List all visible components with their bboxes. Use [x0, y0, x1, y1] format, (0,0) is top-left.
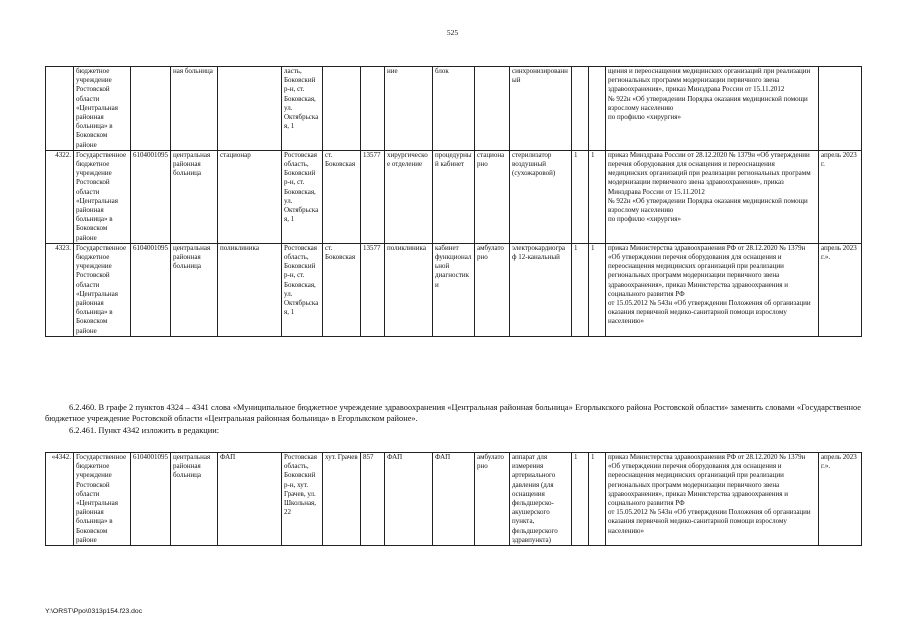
- table-row: [46, 243, 862, 336]
- cell-institution: бюджетное учреждение Ростовской области «Центральная районная больница» в Боковском районе: [74, 67, 131, 151]
- cell-department: хирургическое отделение: [385, 150, 433, 243]
- register-table-top: [45, 66, 862, 337]
- cell-structure: ФАП: [218, 453, 282, 546]
- cell-room: кабинет функциональной диагностики: [433, 243, 475, 336]
- cell-qty1: 1: [572, 243, 589, 336]
- cell-okved: 6104001095: [131, 243, 171, 336]
- cell-room: блок: [433, 67, 475, 151]
- cell-qty2: 1: [589, 453, 606, 546]
- cell-qty2: 1: [589, 243, 606, 336]
- cell-term: апрель 2023 г.».: [819, 453, 862, 546]
- cell-term: апрель 2023 г.: [819, 150, 862, 243]
- cell-institution: Государственное бюджетное учреждение Ростовской области «Центральная районная больница» в Боковском районе: [74, 150, 131, 243]
- cell-no: «4342.: [46, 453, 74, 546]
- cell-code: [361, 67, 385, 151]
- cell-basis: приказ Министерства здравоохранения РФ от 28.12.2020 № 1379н «Об утверждении перечня оборудования для оснащения и переоснащения медицинских организаций при реализации региональных программ модернизации первичного звена здравоохранения», приказ Министерства здравоохранения и социального развития РФ от 15.05.2012 № 543н «Об утверждении Положения об организации оказания первичной медико-санитарной помощи взрослому населению»: [606, 453, 819, 546]
- cell-settlement: хут. Грачев: [323, 453, 361, 546]
- cell-mode: амбулаторно: [475, 243, 510, 336]
- cell-code: 13577: [361, 243, 385, 336]
- cell-basis: приказ Минздрава России от 28.12.2020 № 1379н «Об утверждении перечня оборудования для оснащения и переоснащения медицинских организаций при реализации региональных программ модернизации первичного звена здравоохранения», приказ Минздрава России от 15.11.2012 № 922н «Об утверждении Порядка оказания медицинской помощи взрослому населению по профилю «хирургия»: [606, 150, 819, 243]
- table-row: [46, 150, 862, 243]
- cell-structure: поликлиника: [218, 243, 282, 336]
- cell-address: Ростовская область, Боковский р-н, ст. Боковская, ул. Октябрьская, 1: [282, 243, 323, 336]
- cell-qty2: 1: [589, 150, 606, 243]
- cell-division: центральная районная больница: [171, 243, 218, 336]
- cell-mode: стационарно: [475, 150, 510, 243]
- cell-division: ная больница: [171, 67, 218, 151]
- cell-settlement: ст. Боковская: [323, 150, 361, 243]
- cell-division: центральная районная больница: [171, 453, 218, 546]
- cell-okved: [131, 67, 171, 151]
- cell-room: процедурный кабинет: [433, 150, 475, 243]
- cell-address: Ростовская область, Боковский р-н, хут. Грачев, ул. Школьная, 22: [282, 453, 323, 546]
- cell-basis: приказ Министерства здравоохранения РФ от 28.12.2020 № 1379н «Об утверждении перечня оборудования для оснащения и переоснащения медицинских организаций при реализации региональных программ модернизации первичного звена здравоохранения», приказ Министерства здравоохранения и социального развития РФ от 15.05.2012 № 543н «Об утверждении Положения об организации оказания первичной медико-санитарной помощи взрослому населению»: [606, 243, 819, 336]
- cell-settlement: ст. Боковская: [323, 243, 361, 336]
- cell-mode: [475, 67, 510, 151]
- cell-no: [46, 67, 74, 151]
- paragraph-text: 6.2.460. В графе 2 пунктов 4324 – 4341 слова «Муниципальное бюджетное учреждение здравоохранения «Центральная районная больница» Егорлыкского района Ростовской области» заменить словами «Государственное бюджетное учреждение Ростовской области «Центральная районная больница» в Егорлыкском районе».: [45, 403, 861, 423]
- cell-okved: 6104001095: [131, 150, 171, 243]
- cell-qty1: 1: [572, 453, 589, 546]
- cell-term: [819, 67, 862, 151]
- cell-equipment: электрокардиограф 12-канальный: [510, 243, 572, 336]
- cell-basis: щения и переоснащения медицинских организаций при реализации региональных программ модернизации первичного звена здравоохранения», приказ Минздрава России от 15.11.2012 № 922н «Об утверждении Порядка оказания медицинской помощи взрослому населению по профилю «хирургия»: [606, 67, 819, 151]
- cell-no: 4323.: [46, 243, 74, 336]
- cell-institution: Государственное бюджетное учреждение Ростовской области «Центральная районная больница» в Боковском районе: [74, 453, 131, 546]
- cell-division: центральная районная больница: [171, 150, 218, 243]
- cell-equipment: аппарат для измерения артериального давления (для оснащения фельдшерско-акушерского пункта, фельдшерского здравпункта): [510, 453, 572, 546]
- cell-department: поликлиника: [385, 243, 433, 336]
- cell-equipment: стерилизатор воздушный (сухожаровой): [510, 150, 572, 243]
- table-row: [46, 453, 862, 546]
- register-table-bottom: [45, 452, 862, 546]
- cell-address: ласть, Боковский р-н, ст. Боковская, ул. Октябрьская, 1: [282, 67, 323, 151]
- amendment-paragraph-460: [45, 402, 861, 424]
- cell-qty1: [572, 67, 589, 151]
- cell-structure: [218, 67, 282, 151]
- cell-no: 4322.: [46, 150, 74, 243]
- cell-qty1: 1: [572, 150, 589, 243]
- cell-department: ФАП: [385, 453, 433, 546]
- cell-institution: Государственное бюджетное учреждение Ростовской области «Центральная районная больница» в Боковском районе: [74, 243, 131, 336]
- cell-mode: амбулаторно: [475, 453, 510, 546]
- cell-term: апрель 2023 г.».: [819, 243, 862, 336]
- page-number: 525: [446, 28, 459, 37]
- cell-address: Ростовская область, Боковский р-н, ст. Боковская, ул. Октябрьская, 1: [282, 150, 323, 243]
- amendment-paragraph-461: [45, 425, 861, 436]
- cell-settlement: [323, 67, 361, 151]
- cell-equipment: синхронизированный: [510, 67, 572, 151]
- cell-qty2: [589, 67, 606, 151]
- paragraph-text: 6.2.461. Пункт 4342 изложить в редакции:: [69, 426, 220, 435]
- footer-file-path: Y:\ORST\Ppo\0313p154.f23.doc: [45, 608, 143, 615]
- cell-code: 857: [361, 453, 385, 546]
- cell-department: ние: [385, 67, 433, 151]
- cell-code: 13577: [361, 150, 385, 243]
- cell-room: ФАП: [433, 453, 475, 546]
- cell-structure: стационар: [218, 150, 282, 243]
- table-row: [46, 67, 862, 151]
- cell-okved: 6104001095: [131, 453, 171, 546]
